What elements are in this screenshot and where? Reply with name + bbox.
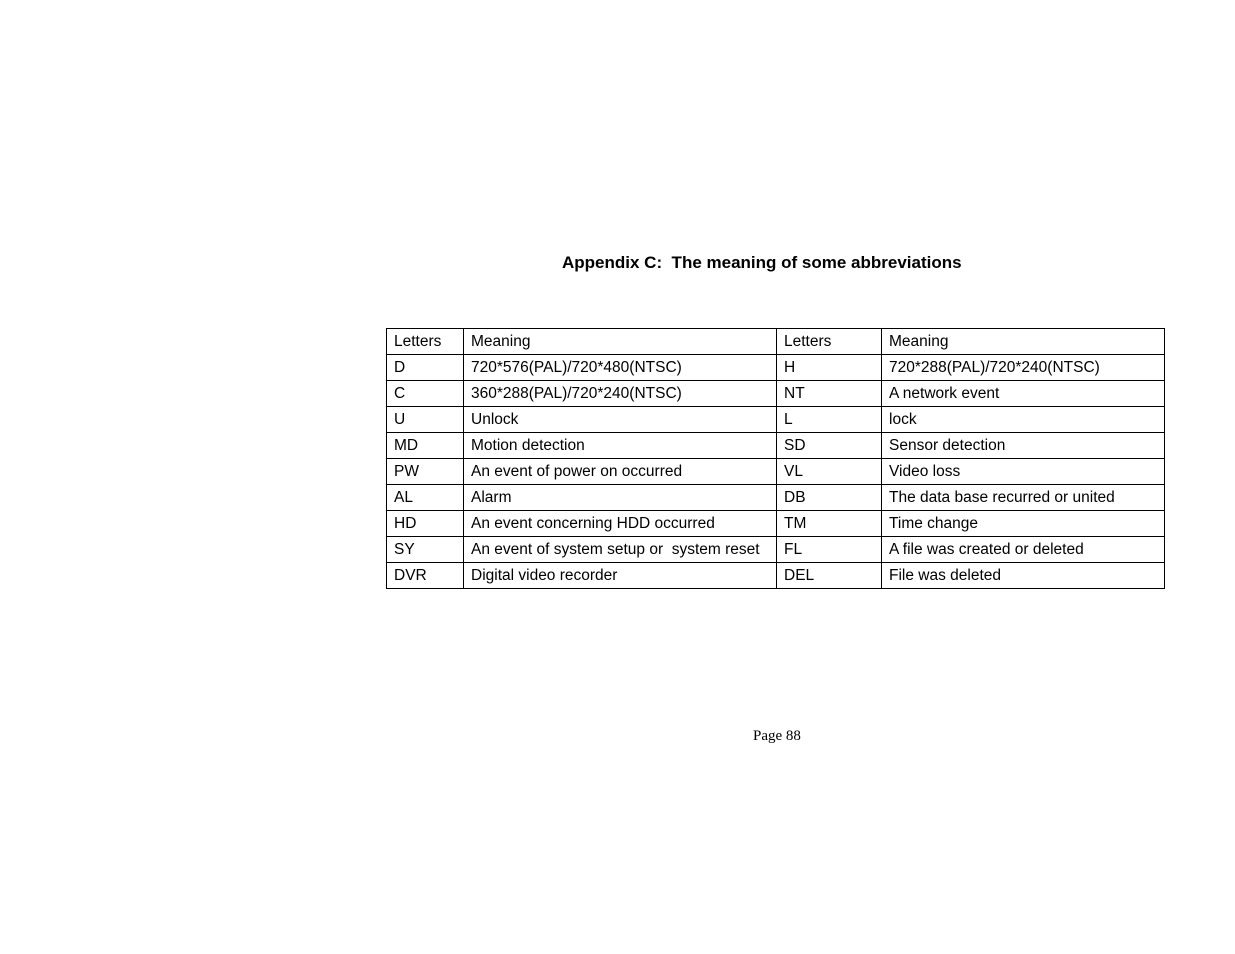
abbr-meaning-cell: Alarm (464, 485, 777, 511)
abbr-letters-cell: MD (387, 433, 464, 459)
abbr-meaning-cell: 360*288(PAL)/720*240(NTSC) (464, 381, 777, 407)
abbr-meaning-cell: An event concerning HDD occurred (464, 511, 777, 537)
header-meaning-2: Meaning (882, 329, 1165, 355)
table-row (387, 355, 1165, 381)
abbr-meaning-cell: lock (882, 407, 1165, 433)
abbr-letters-cell: D (387, 355, 464, 381)
abbr-letters-cell: HD (387, 511, 464, 537)
abbr-meaning-cell: 720*576(PAL)/720*480(NTSC) (464, 355, 777, 381)
abbr-meaning-cell: An event of power on occurred (464, 459, 777, 485)
table-row (387, 511, 1165, 537)
abbr-letters-cell: VL (777, 459, 882, 485)
abbr-meaning-cell: File was deleted (882, 563, 1165, 589)
abbr-letters-cell: L (777, 407, 882, 433)
abbr-letters-cell: DVR (387, 563, 464, 589)
page-title: Appendix C: The meaning of some abbreviations (562, 253, 962, 272)
abbr-letters-cell: FL (777, 537, 882, 563)
abbr-meaning-cell: The data base recurred or united (882, 485, 1165, 511)
abbr-letters-cell: SD (777, 433, 882, 459)
table-row (387, 433, 1165, 459)
table-row (387, 485, 1165, 511)
table-row (387, 407, 1165, 433)
abbr-meaning-cell: Video loss (882, 459, 1165, 485)
table-row (387, 459, 1165, 485)
page-number: Page 88 (753, 728, 801, 744)
header-meaning-1: Meaning (464, 329, 777, 355)
abbr-meaning-cell: Motion detection (464, 433, 777, 459)
abbr-letters-cell: TM (777, 511, 882, 537)
abbr-letters-cell: DB (777, 485, 882, 511)
header-letters-2: Letters (777, 329, 882, 355)
abbr-meaning-cell: Digital video recorder (464, 563, 777, 589)
abbr-meaning-cell: Time change (882, 511, 1165, 537)
abbr-meaning-cell: Sensor detection (882, 433, 1165, 459)
abbr-letters-cell: PW (387, 459, 464, 485)
abbr-meaning-cell: 720*288(PAL)/720*240(NTSC) (882, 355, 1165, 381)
abbr-letters-cell: U (387, 407, 464, 433)
abbreviations-table (386, 328, 1165, 589)
abbr-letters-cell: NT (777, 381, 882, 407)
abbr-letters-cell: SY (387, 537, 464, 563)
abbr-letters-cell: AL (387, 485, 464, 511)
abbr-letters-cell: C (387, 381, 464, 407)
abbr-meaning-cell: A network event (882, 381, 1165, 407)
table-header-row (387, 329, 1165, 355)
header-letters-1: Letters (387, 329, 464, 355)
abbr-meaning-cell: A file was created or deleted (882, 537, 1165, 563)
abbr-letters-cell: DEL (777, 563, 882, 589)
table-row (387, 563, 1165, 589)
abbr-meaning-cell: Unlock (464, 407, 777, 433)
abbr-meaning-cell: An event of system setup or system reset (464, 537, 777, 563)
abbr-letters-cell: H (777, 355, 882, 381)
table-row (387, 381, 1165, 407)
table-row (387, 537, 1165, 563)
